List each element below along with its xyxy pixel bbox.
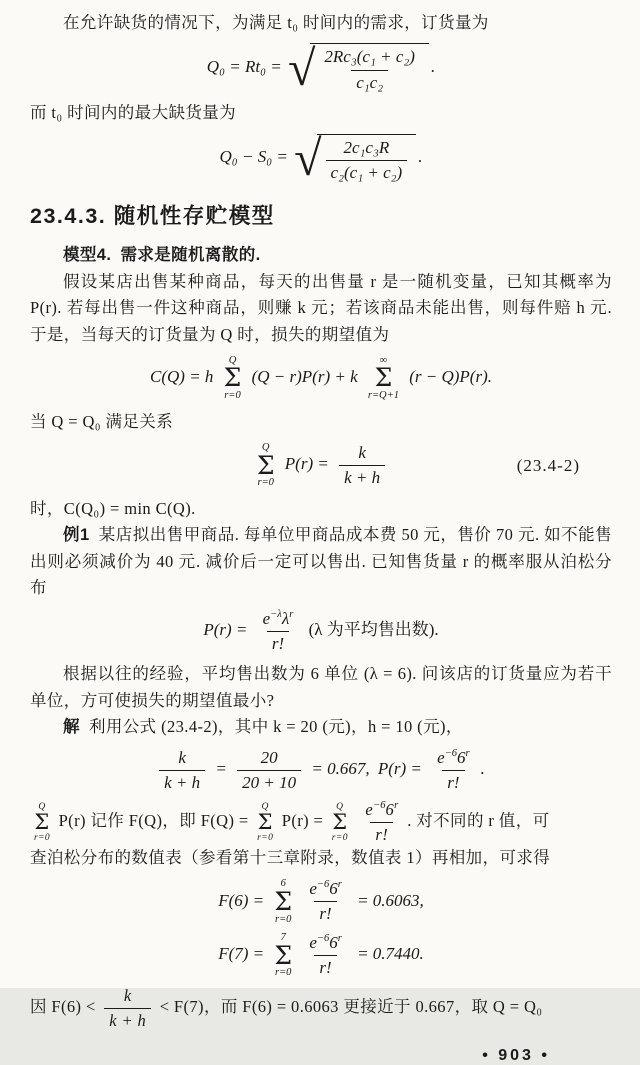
formula-f6	[30, 878, 612, 925]
fq-text-eq: P(r) =	[281, 811, 324, 831]
base: 6	[329, 878, 338, 898]
intro-paragraph-2: 而 t₀ 时间内的最大缺货量为	[30, 103, 237, 123]
example-label: 例1	[63, 526, 90, 545]
section-heading: 23.4.3. 随机性存贮模型	[30, 204, 275, 229]
sigma-icon: Σ	[257, 809, 273, 834]
fraction-denominator: 20 + 10	[237, 770, 301, 793]
radical-sign: √	[287, 39, 316, 96]
experience-paragraph: 根据以往的经验，平均售出数为 6 单位 (λ = 6). 问该店的订货量应为若干单位，方可使损失的期望值最小?	[30, 664, 612, 710]
formula-expected-loss	[30, 355, 612, 402]
sum-upper-limit: ∞	[379, 354, 388, 366]
page-number: • 903 •	[482, 1046, 550, 1064]
exponent: r	[465, 747, 470, 759]
base: 6	[329, 932, 338, 952]
fq-text-tail: . 对不同的 r 值，可	[407, 811, 550, 831]
fraction	[104, 986, 151, 1031]
model-line	[30, 242, 612, 268]
formula-lhs: P(r) =	[377, 759, 422, 779]
condition-intro: 当 Q = Q₀ 满足关系	[30, 411, 174, 431]
formula-result: = 0.7440.	[357, 944, 424, 964]
fraction-numerator: 20	[260, 747, 278, 767]
sum-lower-limit: r=0	[224, 390, 241, 402]
formula-tail: .	[418, 147, 423, 167]
fraction-numerator: k	[178, 747, 186, 767]
sum-upper-limit: 7	[280, 932, 286, 944]
square-root	[294, 129, 416, 186]
fraction-denominator: k + h	[159, 770, 205, 793]
fraction-numerator	[258, 609, 299, 631]
euler-e: e	[365, 800, 374, 820]
fraction-numerator	[304, 933, 346, 955]
sum-lower-limit: r=0	[275, 967, 292, 979]
fraction-numerator	[360, 800, 403, 822]
formula-poisson	[30, 609, 612, 655]
model-text: 需求是随机离散的.	[120, 246, 261, 265]
equation-number: (23.4-2)	[516, 455, 580, 475]
formula-lhs: F(7) =	[218, 944, 265, 964]
fraction	[237, 748, 301, 794]
sum-upper-limit: 6	[280, 878, 286, 890]
fraction-denominator: c₂(c₁ + c₂)	[326, 160, 408, 183]
condition-result: 时，C(Q₀) = min C(Q).	[30, 498, 196, 518]
formula-tail: .	[480, 759, 485, 779]
conclusion-line	[30, 986, 612, 1031]
euler-e: e	[437, 747, 445, 767]
exponent: −6	[444, 747, 458, 759]
fraction	[304, 933, 346, 979]
formula-max-shortage	[30, 129, 612, 186]
radicand	[310, 43, 429, 93]
sigma-icon: Σ	[34, 809, 50, 834]
euler-e: e	[309, 878, 317, 898]
exponent: −6	[316, 878, 330, 890]
formula-mid: (Q − r)P(r) + k	[251, 367, 358, 387]
fq-definition-continued: 查泊松分布的数值表（参看第十三章附录，数值表 1）再相加，可求得	[30, 847, 551, 867]
fraction-numerator	[432, 748, 474, 770]
solution-line	[30, 714, 612, 740]
formula-tail: (r − Q)P(r).	[409, 367, 492, 387]
formula-result: = 0.6063,	[357, 890, 424, 910]
sum-lower-limit: r=0	[34, 832, 51, 843]
formula-lhs: C(Q) = h	[150, 367, 214, 387]
fraction-numerator: k	[123, 985, 132, 1005]
fraction	[326, 138, 408, 184]
fraction-denominator: r!	[370, 822, 393, 845]
sum-lower-limit: r=0	[275, 913, 292, 925]
sigma-icon: Σ	[274, 886, 293, 916]
fraction-denominator: r!	[314, 955, 336, 978]
summation	[34, 802, 50, 843]
base: 6	[457, 747, 466, 767]
fraction-denominator: r!	[442, 770, 464, 793]
formula-optimal-condition	[30, 442, 612, 489]
fraction	[432, 748, 474, 794]
solution-label: 解	[63, 718, 80, 737]
summation	[257, 802, 273, 843]
fraction-numerator: k	[358, 442, 366, 462]
sigma-icon: Σ	[374, 363, 393, 393]
sum-lower-limit: r=0	[257, 832, 274, 843]
fraction-denominator: r!	[267, 631, 289, 654]
sum-upper-limit: Q	[261, 442, 270, 454]
square-root	[287, 39, 429, 96]
fq-definition-paragraph	[30, 800, 612, 845]
exponent: r	[337, 932, 342, 944]
sigma-icon: Σ	[274, 940, 293, 970]
example-paragraph	[30, 522, 612, 601]
fraction	[360, 800, 403, 845]
euler-e: e	[262, 608, 271, 628]
formula-lhs: F(6) =	[218, 890, 265, 910]
summation	[274, 878, 292, 925]
summation	[332, 802, 348, 843]
formula-lhs: Q₀ = Rt₀ =	[206, 57, 282, 77]
sum-lower-limit: r=0	[257, 477, 274, 489]
exponent: r	[394, 800, 399, 812]
sigma-icon: Σ	[332, 809, 348, 834]
fraction-denominator: r!	[314, 901, 336, 924]
exponent: r	[289, 608, 294, 620]
exponent: −6	[373, 800, 386, 812]
sum-upper-limit: Q	[261, 802, 269, 813]
fq-text-mid: P(r) 记作 F(Q)，即 F(Q) =	[58, 811, 249, 831]
exponent: −6	[316, 932, 330, 944]
lambda: λ	[281, 608, 290, 628]
sigma-icon: Σ	[256, 450, 275, 480]
equals-sign: =	[215, 759, 227, 779]
fraction	[339, 443, 385, 489]
conclusion-mid: < F(7)，而 F(6) = 0.6063 更接近于 0.667，取 Q = Q₀	[159, 997, 543, 1017]
summation	[224, 355, 242, 402]
fraction	[258, 609, 299, 655]
fraction-denominator: k + h	[104, 1008, 151, 1031]
fraction-numerator: 2c₁c₃R	[343, 137, 390, 157]
sum-upper-limit: Q	[38, 802, 46, 813]
setup-paragraph: 假设某店出售某种商品，每天的出售量 r 是一随机变量，已知其概率为 P(r). 若每出售一件这种商品，则赚 k 元；若该商品未能出售，则每件赔 h 元. 于是，当每天的订货量为 Q 时，损失的期望值为	[30, 271, 612, 344]
summation	[274, 932, 292, 979]
example-text: 某店拟出售甲商品. 每单位甲商品成本费 50 元，售价 70 元. 如不能售出则必须减价为 40 元. 减价后一定可以售出. 已知售货量 r 的概率服从泊松分布	[30, 525, 612, 598]
fraction	[304, 879, 346, 925]
formula-order-quantity	[30, 39, 612, 96]
sigma-icon: Σ	[223, 363, 242, 393]
summation	[257, 442, 275, 489]
sum-upper-limit: Q	[228, 354, 237, 366]
formula-tail: .	[430, 57, 436, 77]
exponent: −λ	[270, 608, 282, 620]
sum-lower-limit: r=0	[331, 832, 348, 843]
radicand	[317, 134, 417, 184]
formula-mid: = 0.667,	[311, 759, 370, 779]
formula-note: (λ 为平均售出数).	[308, 620, 439, 640]
formula-lhs: P(r) =	[203, 620, 248, 640]
summation	[368, 355, 399, 402]
fraction	[319, 47, 420, 93]
base: 6	[385, 800, 395, 820]
radical-sign: √	[294, 129, 322, 186]
model-label: 模型4.	[63, 246, 112, 265]
fraction-denominator: k + h	[339, 465, 385, 488]
sum-upper-limit: Q	[336, 802, 344, 813]
intro-paragraph: 在允许缺货的情况下，为满足 t₀ 时间内的需求，订货量为	[63, 13, 489, 32]
solution-text: 利用公式 (23.4-2)，其中 k = 20 (元)，h = 10 (元)，	[88, 717, 463, 737]
exponent: r	[337, 878, 342, 890]
sum-lower-limit: r=Q+1	[367, 390, 399, 402]
fraction-numerator	[304, 879, 346, 901]
formula-lhs: P(r) =	[284, 454, 329, 474]
conclusion-pre: 因 F(6) <	[30, 997, 96, 1017]
euler-e: e	[309, 932, 317, 952]
fraction-numerator: 2Rc₃(c₁ + c₂)	[324, 47, 415, 67]
formula-f7	[30, 932, 612, 979]
formula-lhs: Q₀ − S₀ =	[219, 147, 288, 167]
fraction-denominator: c₁c₂	[351, 70, 388, 93]
formula-ratio	[30, 748, 612, 794]
fraction	[159, 748, 205, 794]
